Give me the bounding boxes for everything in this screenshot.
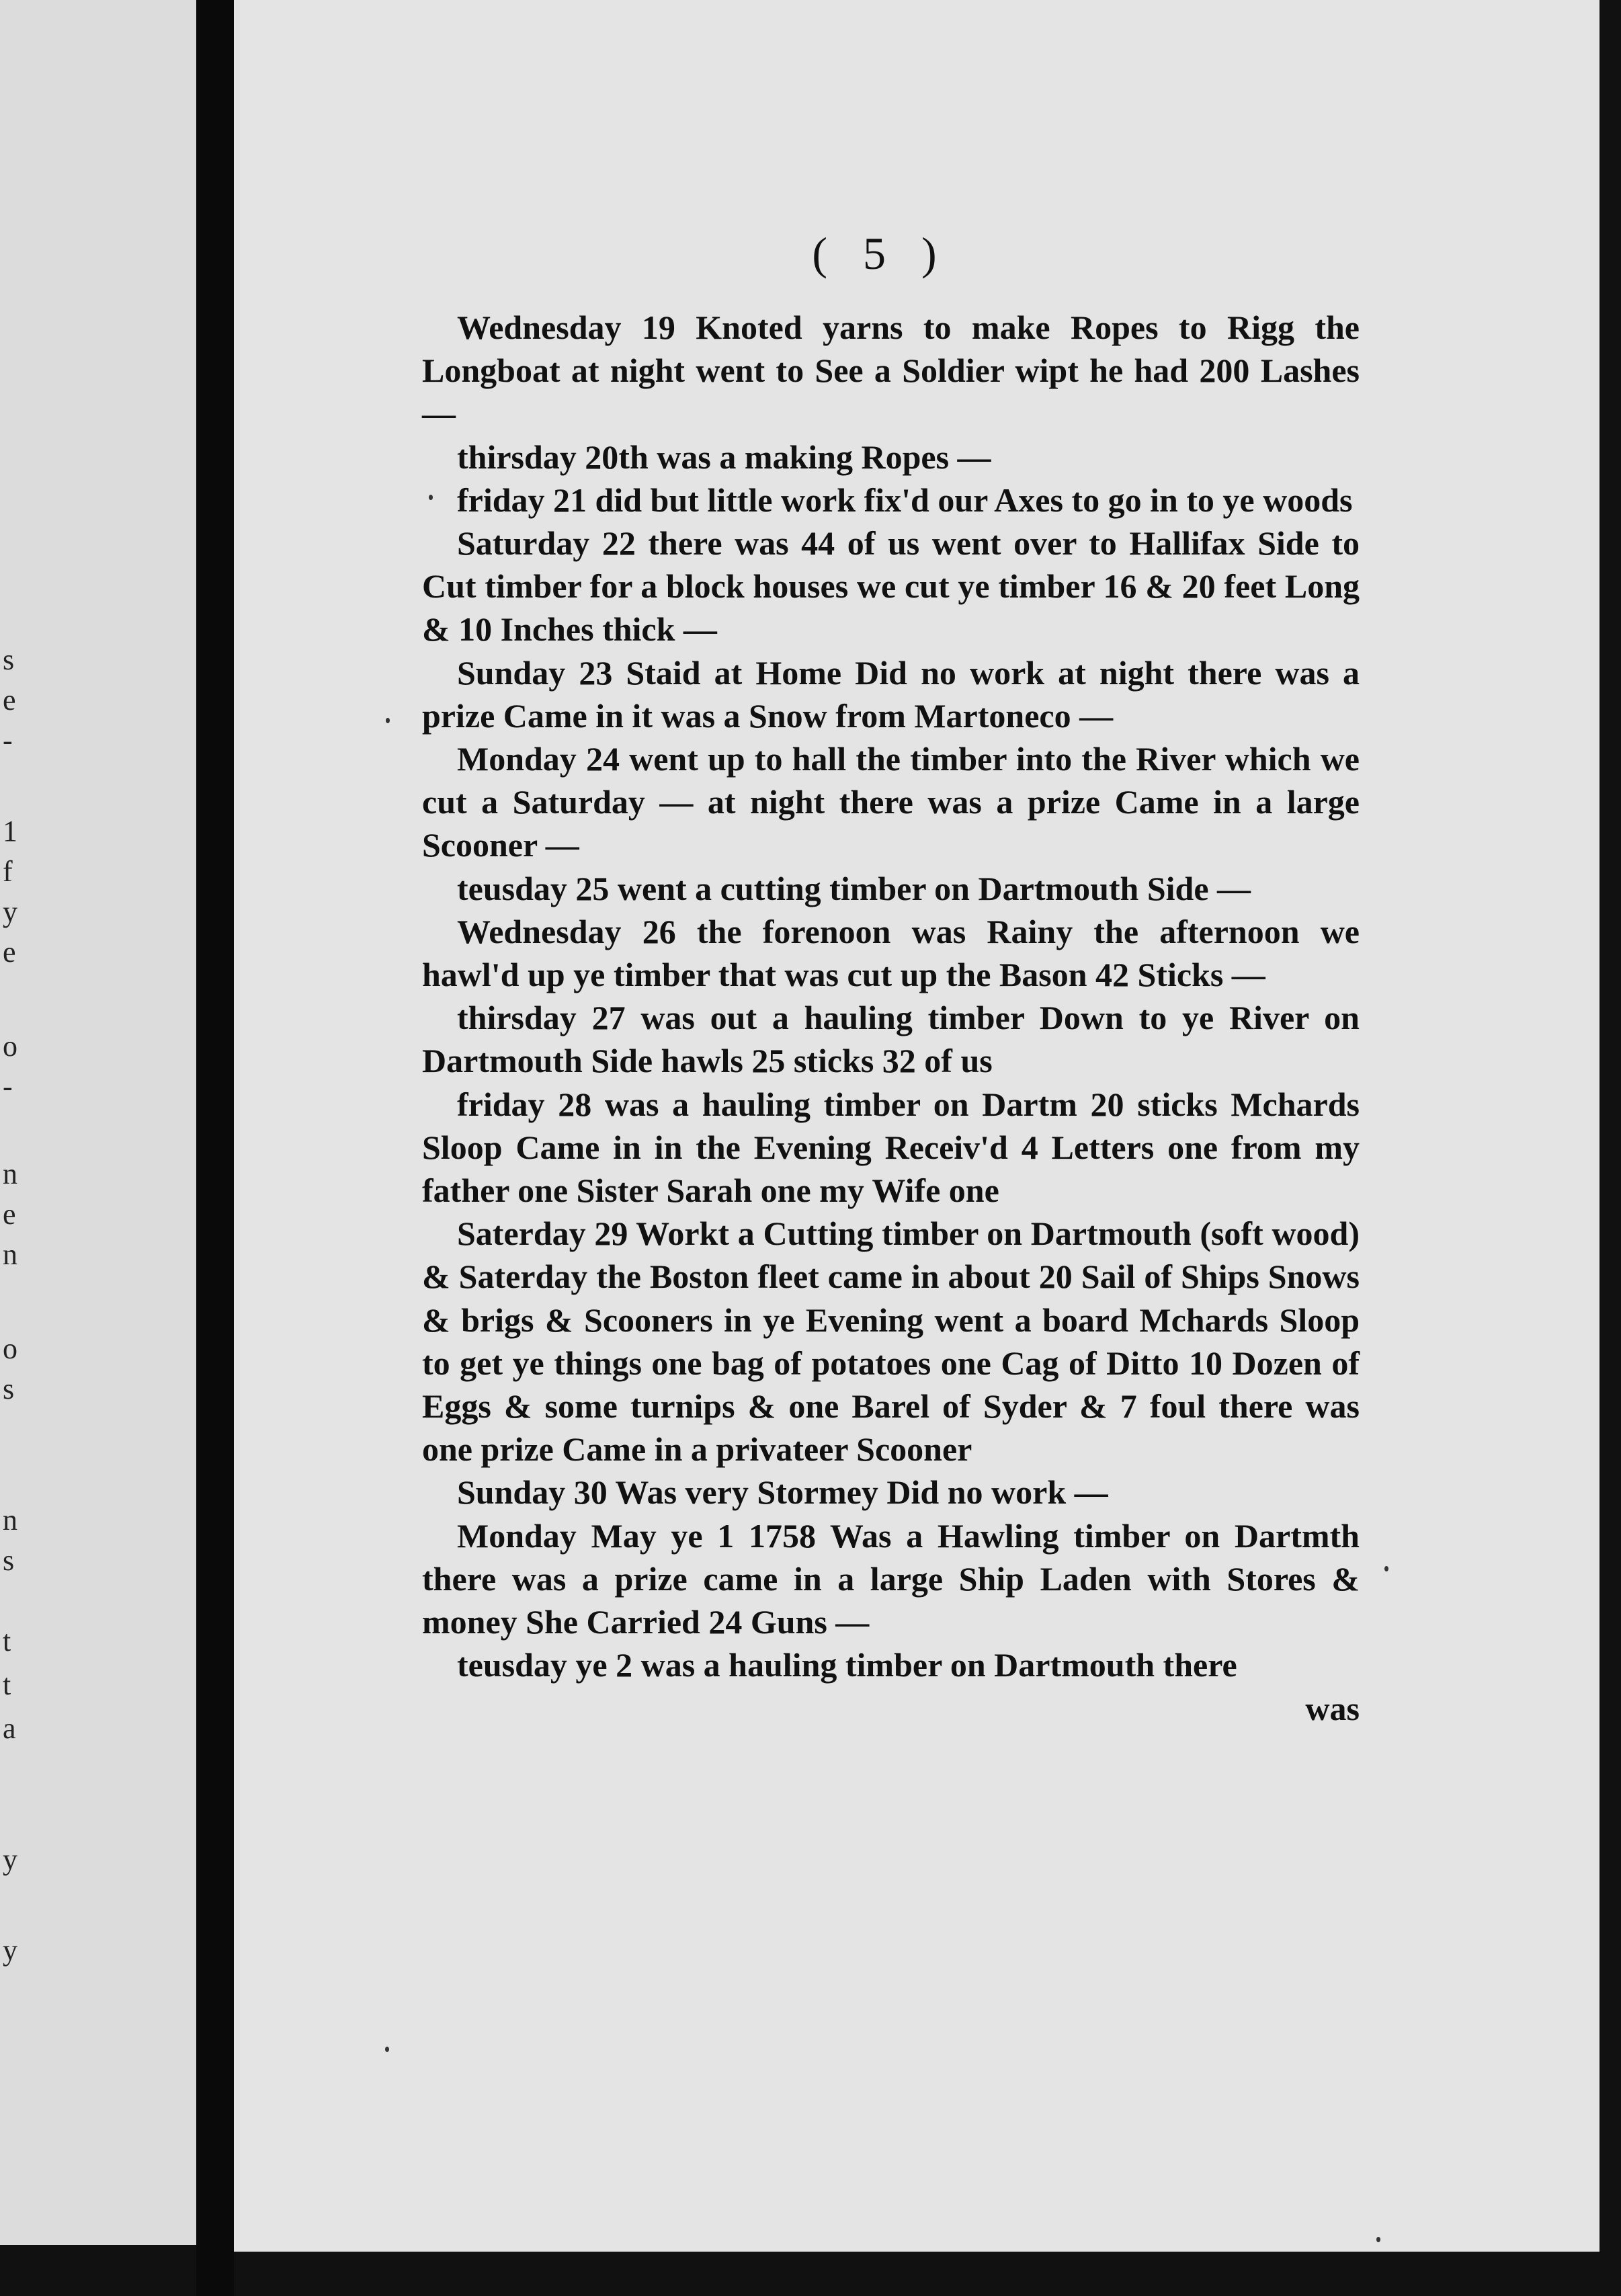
- margin-fragment: f: [3, 855, 13, 888]
- journal-entry: teusday ye 2 was a hauling timber on Dartmouth there: [457, 1646, 1237, 1684]
- margin-fragment: s: [3, 1544, 15, 1577]
- journal-entry: Sunday 23 Staid at Home Did no work at night there was a prize Came in it was a Snow from Martoneco —: [422, 653, 1360, 735]
- journal-entry: teusday 25 went a cutting timber on Dartmouth Side —: [457, 869, 1251, 907]
- journal-entry: Sunday 30 Was very Stormey Did no work —: [457, 1473, 1108, 1512]
- journal-entry: thirsday 27 was out a hauling timber Down to ye River on Dartmouth Side hawls 25 sticks 32 of us: [422, 999, 1360, 1080]
- facing-page: [0, 0, 196, 2245]
- ink-speck: [386, 718, 390, 723]
- journal-entry: Wednesday 19 Knoted yarns to make Ropes to Rigg the Longboat at night went to See a Soldier wipt he had 200 Lashes —: [422, 309, 1360, 433]
- margin-fragment: 1: [3, 815, 17, 848]
- journal-entry: friday 28 was a hauling timber on Dartm 20 sticks Mchards Sloop Came in in the Evening Receiv'd 4 Letters one from my father one Sister Sarah one my Wife one: [422, 1085, 1360, 1210]
- book-gutter: [196, 0, 234, 2296]
- journal-text: [422, 306, 1360, 1730]
- page-number: ( 5 ): [812, 228, 949, 279]
- journal-entry: Wednesday 26 the forenoon was Rainy the afternoon we hawl'd up ye timber that was cut up the Bason 42 Sticks —: [422, 912, 1360, 994]
- margin-fragment: e: [3, 684, 16, 716]
- margin-fragment: y: [3, 895, 17, 928]
- ink-speck: [1384, 1566, 1388, 1571]
- margin-fragment: s: [3, 1372, 15, 1405]
- journal-entry: Monday May ye 1 1758 Was a Hawling timber on Dartmth there was a prize came in a large Ship Laden with Stores & money She Carried 24 Guns —: [422, 1516, 1360, 1641]
- margin-fragment: -: [3, 724, 13, 757]
- facing-page-margin-text: [0, 0, 27, 2245]
- journal-entry: thirsday 20th was a making Ropes —: [457, 438, 991, 476]
- catchword: was: [1305, 1689, 1360, 1727]
- margin-fragment: t: [3, 1668, 11, 1701]
- margin-fragment: o: [3, 1030, 17, 1063]
- ink-speck: [1376, 2237, 1380, 2242]
- margin-fragment: s: [3, 643, 15, 676]
- journal-entry: Saturday 22 there was 44 of us went over to Hallifax Side to Cut timber for a block houses we cut ye timber 16 & 20 feet Long & 10 Inches thick —: [422, 524, 1360, 649]
- ink-speck: [385, 2047, 389, 2052]
- margin-fragment: n: [3, 1504, 17, 1536]
- journal-entry: Monday 24 went up to hall the timber into the River which we cut a Saturday — at night there was a prize Came in a large Scooner —: [422, 740, 1360, 864]
- margin-fragment: n: [3, 1157, 17, 1190]
- margin-fragment: -: [3, 1070, 13, 1103]
- margin-fragment: t: [3, 1625, 11, 1657]
- margin-fragment: o: [3, 1332, 17, 1365]
- margin-fragment: n: [3, 1238, 17, 1271]
- journal-entry: friday 21 did but little work fix'd our Axes to go in to ye woods: [457, 481, 1353, 519]
- journal-entry: Saterday 29 Workt a Cutting timber on Dartmouth (soft wood) & Saterday the Boston fleet came in about 20 Sail of Ships Snows & brigs & Scooners in ye Evening went a board Mchards Sloop to get ye things one bag of potatoes one Cag of Ditto 10 Dozen of Eggs & some turnips & one Barel of Syder & 7 foul there was one prize Came in a privateer Scooner: [422, 1215, 1360, 1469]
- margin-fragment: y: [3, 1843, 17, 1876]
- margin-fragment: y: [3, 1934, 17, 1967]
- margin-fragment: e: [3, 1198, 16, 1231]
- margin-fragment: e: [3, 936, 16, 969]
- margin-fragment: a: [3, 1712, 16, 1745]
